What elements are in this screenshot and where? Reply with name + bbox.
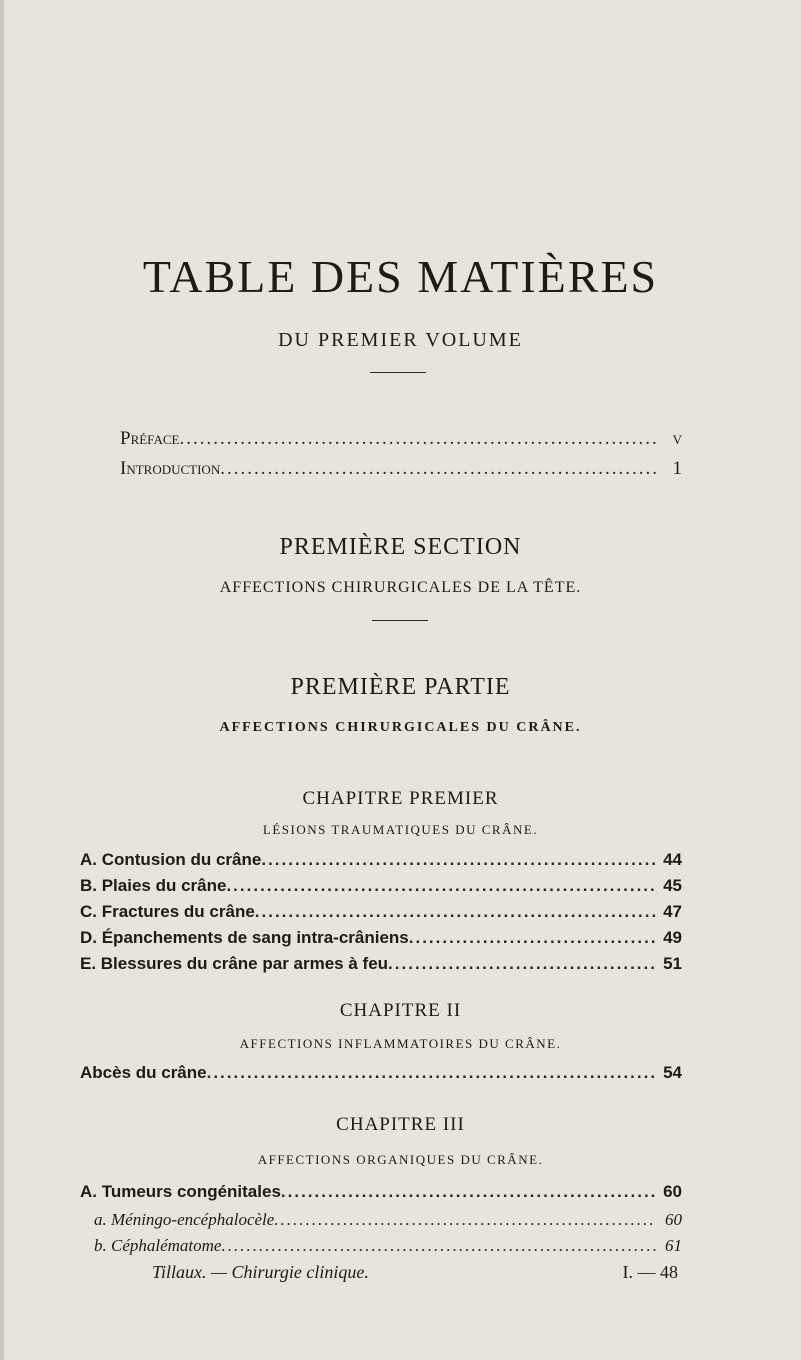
chapter-subtitle: LÉSIONS TRAUMATIQUES DU CRÂNE. — [262, 822, 539, 837]
chapter-subtitle: AFFECTIONS ORGANIQUES DU CRÂNE. — [257, 1152, 544, 1167]
part-title: PREMIÈRE PARTIE — [290, 674, 511, 700]
toc-entry-label: Introduction — [120, 458, 221, 479]
leader-dots — [409, 928, 656, 948]
toc-entry-label: D. Épanchements de sang intra-crâniens — [80, 928, 409, 947]
page-footer — [152, 1262, 678, 1283]
chapter-title: CHAPITRE PREMIER — [302, 788, 499, 809]
leader-dots — [220, 458, 656, 480]
leader-dots — [255, 902, 656, 922]
toc-entry-preface — [120, 428, 682, 450]
divider-rule — [370, 372, 426, 373]
toc-entry — [80, 1182, 682, 1202]
toc-entry-page: 60 — [663, 1182, 682, 1201]
leader-dots — [179, 428, 656, 450]
toc-entry-page: 47 — [663, 902, 682, 921]
section-subtitle: AFFECTIONS CHIRURGICALES DE LA TÊTE. — [219, 579, 582, 596]
divider-rule — [372, 620, 428, 621]
leader-dots — [221, 1236, 656, 1256]
chapter-title: CHAPITRE II — [339, 1000, 462, 1021]
toc-entry-label: Préface — [120, 428, 180, 449]
page-subtitle: DU PREMIER VOLUME — [278, 329, 523, 351]
page-title: TABLE DES MATIÈRES — [142, 251, 659, 302]
toc-entry-label: Abcès du crâne — [80, 1063, 207, 1082]
toc-entry-introduction — [120, 458, 682, 480]
toc-entry-page: 45 — [663, 876, 682, 895]
toc-entry-page: 60 — [665, 1210, 682, 1229]
toc-entry — [80, 902, 682, 922]
leader-dots — [388, 954, 656, 974]
chapter-subtitle: AFFECTIONS INFLAMMATOIRES DU CRÂNE. — [239, 1036, 562, 1051]
toc-entry — [80, 1063, 682, 1083]
leader-dots — [274, 1210, 656, 1230]
toc-entry-label: a. Méningo-encéphalocèle — [94, 1210, 275, 1229]
leader-dots — [281, 1182, 656, 1202]
toc-entry — [80, 850, 682, 870]
part-subtitle: AFFECTIONS CHIRURGICALES DU CRÂNE. — [219, 720, 582, 735]
leader-dots — [226, 876, 656, 896]
toc-entry-page: 49 — [663, 928, 682, 947]
toc-entry-page: 1 — [672, 458, 682, 479]
toc-entry-page: v — [672, 428, 682, 449]
toc-entry — [94, 1210, 682, 1230]
toc-entry-label: A. Contusion du crâne — [80, 850, 262, 869]
toc-entry-page: 44 — [663, 850, 682, 869]
footer-sheet-mark: I. — 48 — [622, 1262, 678, 1282]
toc-entry-label: A. Tumeurs congénitales — [80, 1182, 281, 1201]
toc-entry — [80, 876, 682, 896]
toc-entry-page: 61 — [665, 1236, 682, 1255]
toc-entry-label: C. Fractures du crâne — [80, 902, 255, 921]
toc-entry-page: 51 — [663, 954, 682, 973]
leader-dots — [207, 1063, 656, 1083]
toc-entry-label: b. Céphalématome — [94, 1236, 222, 1255]
chapter-title: CHAPITRE III — [336, 1114, 465, 1135]
toc-entry-page: 54 — [663, 1063, 682, 1082]
leader-dots — [261, 850, 656, 870]
toc-entry-label: E. Blessures du crâne par armes à feu — [80, 954, 389, 973]
toc-entry-label: B. Plaies du crâne — [80, 876, 227, 895]
footer-signature: Tillaux. — Chirurgie clinique. — [152, 1262, 369, 1282]
toc-entry — [94, 1236, 682, 1256]
toc-entry — [80, 954, 682, 974]
section-title: PREMIÈRE SECTION — [279, 534, 522, 560]
toc-entry — [80, 928, 682, 948]
